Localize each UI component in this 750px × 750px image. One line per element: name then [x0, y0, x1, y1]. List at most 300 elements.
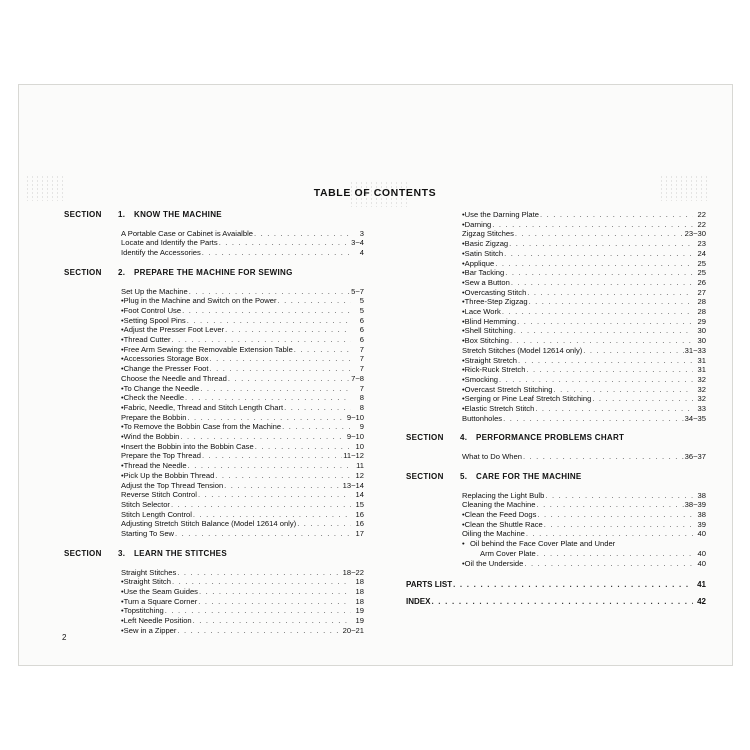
bullet-icon: • — [121, 586, 124, 596]
toc-entry — [64, 451, 364, 461]
section-title: PERFORMANCE PROBLEMS CHART — [476, 433, 625, 443]
entry-page: 7 — [359, 364, 364, 374]
dot-leader — [537, 549, 693, 559]
toc-entry — [64, 422, 364, 432]
entry-page: 9 — [359, 422, 364, 432]
toc-entry — [64, 500, 364, 510]
section-title: KNOW THE MACHINE — [134, 210, 222, 219]
bullet-icon: • — [462, 248, 465, 258]
entry-page: 5 — [359, 305, 364, 315]
bullet-icon: • — [462, 219, 465, 229]
bullet-icon: • — [121, 616, 124, 626]
dot-leader — [495, 259, 693, 269]
entry-title: Adjust the Presser Foot Lever — [123, 325, 225, 335]
entry-title: Box Stitching — [464, 336, 509, 346]
bullet-icon: • — [121, 402, 124, 412]
entry-page: 19 — [355, 616, 364, 626]
entry-title: Stitch Length Control — [121, 509, 192, 519]
toc-entry — [64, 413, 364, 423]
entry-title: Straight Stretch — [464, 355, 518, 365]
toc-entry — [406, 336, 706, 346]
entry-title: Reverse Stitch Control — [121, 490, 197, 500]
entry-page: 4 — [359, 248, 364, 258]
dot-leader — [284, 403, 351, 413]
bullet-icon: • — [462, 287, 465, 297]
toc-entry — [64, 335, 364, 345]
toc-entry — [64, 577, 364, 587]
dot-leader — [182, 306, 351, 316]
entry-page: 6 — [359, 325, 364, 335]
entry-page: 23 — [697, 239, 706, 249]
entry-page: 22 — [697, 219, 706, 229]
entry-page: 18 — [355, 596, 364, 606]
entry-page: 24 — [697, 248, 706, 258]
bullet-icon: • — [121, 325, 124, 335]
toc-entry — [406, 510, 706, 520]
toc-entry — [64, 316, 364, 326]
toc-entry — [64, 306, 364, 316]
toc-entry — [64, 490, 364, 500]
entry-title: Sew a Button — [464, 277, 510, 287]
dot-leader — [228, 374, 350, 384]
section-spacer — [406, 590, 706, 597]
entry-page: 34~35 — [684, 413, 706, 423]
section-number: 5. — [460, 471, 468, 481]
entry-title: Oiling the Machine — [462, 529, 525, 539]
dot-leader — [523, 452, 684, 462]
entry-title: Oil behind the Face Cover Plate and Under — [470, 539, 616, 549]
entry-page: 41 — [697, 580, 706, 590]
dot-leader — [583, 346, 683, 356]
bullet-icon: • — [121, 305, 124, 315]
entry-page: 23~30 — [684, 229, 706, 239]
bullet-icon: • — [462, 374, 465, 384]
toc-entry — [406, 404, 706, 414]
entry-page: 29 — [697, 316, 706, 326]
bullet-icon: • — [121, 383, 124, 393]
toc-entry — [64, 587, 364, 597]
dot-leader — [518, 356, 693, 366]
entry-page: 30 — [697, 336, 706, 346]
dot-leader — [544, 520, 693, 530]
section-spacer — [406, 423, 706, 433]
bullet-icon: • — [121, 296, 124, 306]
entry-page: 12 — [355, 470, 364, 480]
entry-page: 16 — [355, 509, 364, 519]
entry-page: 32 — [697, 384, 706, 394]
dot-leader — [210, 354, 351, 364]
section-heading — [64, 549, 364, 559]
entry-title: Use the Darning Plate — [464, 210, 539, 219]
toc-entry — [64, 238, 364, 248]
toc-entry — [406, 346, 706, 356]
section-number: 1. — [118, 210, 126, 219]
entry-title: Rick-Ruck Stretch — [464, 365, 526, 375]
toc-entry — [64, 393, 364, 403]
dot-leader — [187, 316, 351, 326]
toc-entry — [64, 481, 364, 491]
entry-page: 40 — [697, 558, 706, 568]
dot-leader — [517, 317, 693, 327]
dot-leader — [297, 519, 351, 529]
dot-leader — [526, 529, 693, 539]
dot-leader — [193, 616, 351, 626]
toc-entry — [406, 549, 706, 559]
entry-title: Setting Spool Pins — [123, 315, 186, 325]
entry-title: Basic Zigzag — [464, 239, 509, 249]
toc-right-column — [406, 210, 706, 607]
entry-page: 5~7 — [351, 286, 364, 296]
dot-leader — [282, 422, 351, 432]
entry-page: 7 — [359, 344, 364, 354]
dot-leader — [294, 345, 351, 355]
toc-entry — [64, 403, 364, 413]
entry-title: Starting To Sew — [121, 529, 175, 539]
entry-page: 3~4 — [351, 238, 364, 248]
entry-title: Smocking — [464, 374, 499, 384]
entry-title: Accessories Storage Box — [123, 354, 209, 364]
toc-entry — [64, 345, 364, 355]
dot-leader — [255, 442, 351, 452]
entry-page: 36~37 — [684, 452, 706, 462]
entry-title: Locate and Identify the Parts — [121, 238, 218, 248]
toc-entry — [406, 520, 706, 530]
toc-entry — [64, 461, 364, 471]
entry-title: Straight Stitches — [121, 567, 177, 577]
entry-page: 28 — [697, 307, 706, 317]
bullet-icon: • — [462, 404, 465, 414]
entry-title: PARTS LIST — [406, 580, 453, 590]
toc-entry — [64, 510, 364, 520]
section-title: CARE FOR THE MACHINE — [476, 471, 582, 481]
toc-entry — [406, 414, 706, 424]
entry-title: Blind Hemming — [464, 316, 517, 326]
dot-leader — [526, 365, 693, 375]
bullet-icon: • — [462, 239, 465, 249]
entry-page: 33 — [697, 404, 706, 414]
section-spacer — [64, 539, 364, 549]
bullet-icon: • — [121, 364, 124, 374]
entry-page: 13~14 — [342, 480, 364, 490]
toc-entry — [64, 296, 364, 306]
toc-entry — [64, 568, 364, 578]
entry-title: Thread Cutter — [123, 335, 171, 345]
entry-title: Clean the Feed Dogs — [464, 509, 537, 519]
entry-title: Shell Stitching — [464, 326, 513, 336]
entry-title: Bar Tacking — [464, 268, 505, 278]
section-label: SECTION — [406, 471, 444, 481]
dot-leader — [187, 413, 345, 423]
dot-leader — [527, 288, 693, 298]
entry-title: Replacing the Light Bulb — [462, 490, 545, 500]
bullet-icon: • — [462, 297, 465, 307]
entry-page: 11~12 — [343, 451, 364, 461]
dot-leader — [254, 229, 351, 239]
bullet-icon: • — [121, 344, 124, 354]
dot-leader — [524, 559, 693, 569]
section-heading — [406, 433, 706, 443]
bullet-icon: • — [121, 625, 124, 635]
dot-leader — [592, 394, 693, 404]
entry-title: Elastic Stretch Stitch — [464, 404, 535, 414]
dot-leader — [514, 326, 693, 336]
bullet-icon: • — [462, 394, 465, 404]
entry-page: 27 — [697, 287, 706, 297]
toc-entry — [64, 248, 364, 258]
bullet-icon: • — [462, 365, 465, 375]
entry-title: Clean the Shuttle Race — [464, 519, 543, 529]
entry-page: 6 — [359, 335, 364, 345]
entry-page: 31 — [697, 365, 706, 375]
entry-title: Lace Work — [464, 307, 501, 317]
entry-page: 32 — [697, 394, 706, 404]
dot-leader — [199, 587, 351, 597]
entry-title: Serging or Pine Leaf Stretch Stitching — [464, 394, 592, 404]
dot-leader — [177, 626, 341, 636]
toc-entry — [406, 500, 706, 510]
entry-title: Foot Control Use — [123, 305, 182, 315]
toc-entry — [406, 326, 706, 336]
toc-entry — [64, 471, 364, 481]
entry-title: Buttonholes — [462, 413, 503, 423]
dot-leader — [510, 336, 693, 346]
section-label: SECTION — [64, 548, 102, 558]
toc-entry — [406, 356, 706, 366]
dot-leader — [175, 529, 351, 539]
bullet-icon: • — [462, 384, 465, 394]
bullet-icon: • — [462, 539, 465, 549]
entry-page: 38 — [697, 490, 706, 500]
dot-leader — [453, 580, 693, 590]
toc-entry — [406, 317, 706, 327]
entry-page: 5 — [359, 296, 364, 306]
entry-page: 18~22 — [342, 567, 364, 577]
bullet-icon: • — [121, 596, 124, 606]
bullet-icon: • — [462, 258, 465, 268]
entry-page: 9~10 — [346, 412, 364, 422]
dot-leader — [540, 210, 693, 220]
entry-title: Adjust the Top Thread Tension — [121, 480, 224, 490]
dot-leader — [535, 404, 693, 414]
entry-page: 9~10 — [346, 432, 364, 442]
section-number: 4. — [460, 433, 468, 443]
toc-entry — [406, 297, 706, 307]
toc-entry — [64, 626, 364, 636]
toc-entry — [406, 375, 706, 385]
entry-page: 15 — [355, 499, 364, 509]
entry-title: Check the Needle — [123, 393, 185, 403]
toc-top-entry — [406, 580, 706, 590]
dot-leader — [537, 510, 693, 520]
dot-leader — [492, 220, 693, 230]
toc-entry — [406, 307, 706, 317]
entry-title: Left Needle Position — [123, 616, 192, 626]
entry-page: 6 — [359, 315, 364, 325]
entry-page: 3 — [359, 228, 364, 238]
entry-page: 25 — [697, 258, 706, 268]
toc-entry — [64, 616, 364, 626]
entry-title: A Portable Case or Cabinet is Avaialble — [121, 228, 253, 238]
entry-page: 7~8 — [351, 373, 364, 383]
entry-page: 17 — [355, 529, 364, 539]
section-heading — [406, 472, 706, 482]
entry-title: Pick Up the Bobbin Thread — [123, 470, 215, 480]
entry-title: Satin Stitch — [464, 248, 504, 258]
dot-leader — [504, 249, 693, 259]
entry-title: Stitch Selector — [121, 499, 170, 509]
dot-leader — [172, 577, 351, 587]
dot-leader — [185, 393, 351, 403]
dot-leader — [202, 451, 342, 461]
entry-title: Straight Stitch — [123, 577, 171, 587]
toc-entry — [406, 559, 706, 569]
entry-page: 38 — [697, 509, 706, 519]
entry-title: What to Do When — [462, 452, 522, 462]
bullet-icon: • — [462, 355, 465, 365]
toc-entry — [406, 229, 706, 239]
dot-leader — [225, 325, 351, 335]
dot-leader — [177, 568, 341, 578]
dot-leader — [171, 500, 351, 510]
dot-leader — [202, 248, 351, 258]
entry-title: Fabric, Needle, Thread and Stitch Length Chart — [123, 402, 284, 412]
bullet-icon: • — [462, 326, 465, 336]
dot-leader — [503, 414, 684, 424]
entry-title: Stretch Stitches (Model 12614 only) — [462, 345, 583, 355]
dot-leader — [529, 297, 693, 307]
dot-leader — [172, 335, 351, 345]
bullet-icon: • — [462, 558, 465, 568]
section-label: SECTION — [64, 267, 102, 277]
bullet-icon: • — [462, 519, 465, 529]
bullet-icon: • — [462, 210, 465, 219]
dot-leader — [515, 229, 684, 239]
toc-entry — [406, 268, 706, 278]
bullet-icon: • — [462, 336, 465, 346]
section-number: 2. — [118, 267, 126, 277]
toc-entry — [64, 597, 364, 607]
bullet-icon: • — [121, 315, 124, 325]
toc-entry — [64, 364, 364, 374]
entry-page: 18 — [355, 577, 364, 587]
toc-top-entry — [406, 597, 706, 607]
entry-title: Choose the Needle and Thread — [121, 373, 227, 383]
bullet-icon: • — [462, 307, 465, 317]
toc-entry — [406, 385, 706, 395]
entry-page: 22 — [697, 210, 706, 219]
toc-entry — [64, 442, 364, 452]
bullet-icon: • — [121, 422, 124, 432]
bullet-icon: • — [462, 316, 465, 326]
bullet-icon: • — [462, 277, 465, 287]
toc-entry — [406, 394, 706, 404]
entry-page: 7 — [359, 383, 364, 393]
entry-page: 38~39 — [684, 500, 706, 510]
toc-entry — [406, 278, 706, 288]
bullet-icon: • — [121, 606, 124, 616]
toc-entry — [64, 287, 364, 297]
entry-page: 8 — [359, 393, 364, 403]
entry-title: Free Arm Sewing: the Removable Extension Table — [123, 344, 293, 354]
entry-title: Use the Seam Guides — [123, 586, 198, 596]
toc-entry — [406, 220, 706, 230]
dot-leader — [545, 491, 693, 501]
entry-title: Adjusting Stretch Stitch Balance (Model 12614 only) — [121, 519, 297, 529]
dot-leader — [189, 287, 350, 297]
dot-leader — [277, 296, 351, 306]
dot-leader — [193, 510, 351, 520]
entry-title: Oil the Underside — [464, 558, 524, 568]
dot-leader — [499, 375, 693, 385]
dot-leader — [536, 500, 683, 510]
dot-leader — [505, 268, 693, 278]
toc-entry — [406, 210, 706, 220]
section-title: LEARN THE STITCHES — [134, 548, 227, 558]
toc-entry — [64, 384, 364, 394]
entry-title: Wind the Bobbin — [123, 432, 180, 442]
toc-entry — [406, 249, 706, 259]
entry-page: 40 — [697, 548, 706, 558]
dot-leader — [200, 384, 351, 394]
page-number: 2 — [62, 633, 67, 642]
entry-page: 14 — [355, 490, 364, 500]
entry-page: 20~21 — [342, 625, 364, 635]
section-label: SECTION — [406, 433, 444, 443]
toc-entry — [64, 606, 364, 616]
toc-entry — [64, 354, 364, 364]
section-spacer — [64, 258, 364, 268]
dot-leader — [210, 364, 351, 374]
entry-page: 42 — [697, 596, 706, 606]
entry-page: 32 — [697, 374, 706, 384]
toc-entry — [406, 452, 706, 462]
entry-page: 11 — [356, 461, 364, 471]
entry-page: 7 — [359, 354, 364, 364]
bullet-icon: • — [462, 509, 465, 519]
entry-title: Sew in a Zipper — [123, 625, 177, 635]
toc-left-column — [64, 210, 364, 635]
entry-page: 31~33 — [684, 345, 706, 355]
toc-entry — [406, 239, 706, 249]
entry-title: Topstitching — [123, 606, 164, 616]
entry-page: 28 — [697, 297, 706, 307]
dot-leader — [219, 238, 350, 248]
entry-title: Prepare the Bobbin — [121, 412, 187, 422]
entry-page: 31 — [697, 355, 706, 365]
toc-entry — [64, 432, 364, 442]
toc-entry — [64, 519, 364, 529]
toc-entry — [406, 491, 706, 501]
entry-page: 10 — [355, 441, 364, 451]
bullet-icon: • — [462, 268, 465, 278]
entry-page: 19 — [355, 606, 364, 616]
entry-page: 18 — [355, 586, 364, 596]
bullet-icon: • — [121, 441, 124, 451]
entry-title: Arm Cover Plate — [480, 548, 536, 558]
dot-leader — [431, 597, 693, 607]
section-spacer — [406, 568, 706, 580]
dot-leader — [509, 239, 693, 249]
toc-entry — [406, 259, 706, 269]
toc-entry — [64, 229, 364, 239]
dot-leader — [188, 461, 351, 471]
toc-entry — [64, 529, 364, 539]
entry-title: Darning — [464, 219, 492, 229]
dot-leader — [511, 278, 693, 288]
dot-leader — [198, 597, 351, 607]
entry-title: Zigzag Stitches — [462, 229, 514, 239]
entry-title: Prepare the Top Thread — [121, 451, 201, 461]
